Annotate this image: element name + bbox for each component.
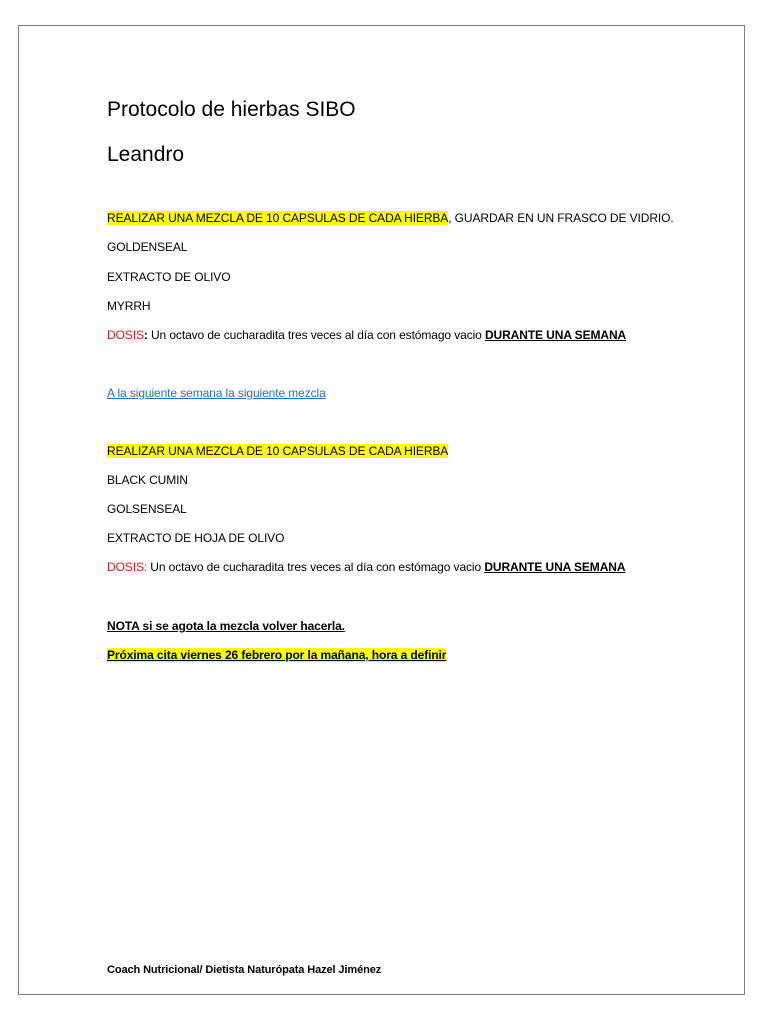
instruction-highlight-1: REALIZAR UNA MEZCLA DE 10 CAPSULAS DE CADA HIERBA bbox=[107, 211, 449, 225]
dose-line-1 bbox=[107, 327, 626, 343]
herb-olive-leaf-extract: EXTRACTO DE HOJA DE OLIVO bbox=[107, 531, 285, 545]
dose-duration-2: DURANTE UNA SEMANA bbox=[484, 560, 626, 574]
dose-colon-1: : bbox=[143, 328, 148, 342]
dose-line-2 bbox=[107, 559, 625, 575]
footer-signature: Coach Nutricional/ Dietista Naturópata Hazel Jiménez bbox=[107, 964, 382, 976]
document-title: Protocolo de hierbas SIBO bbox=[107, 98, 356, 121]
next-week-link[interactable]: A la siguiente semana la siguiente mezcla bbox=[107, 386, 326, 400]
herb-golsenseal: GOLSENSEAL bbox=[107, 502, 187, 516]
next-appointment: Próxima cita viernes 26 febrero por la mañana, hora a definir bbox=[107, 648, 447, 662]
instruction-highlight-2: REALIZAR UNA MEZCLA DE 10 CAPSULAS DE CADA HIERBA bbox=[107, 444, 449, 458]
dose-text-2: Un octavo de cucharadita tres veces al día con estómago vacio bbox=[147, 560, 485, 574]
instruction-line-2 bbox=[107, 443, 448, 459]
instruction-line-1 bbox=[107, 210, 674, 226]
appointment-line bbox=[107, 647, 446, 663]
document-page bbox=[18, 25, 745, 995]
instruction-rest-1: , GUARDAR EN UN FRASCO DE VIDRIO. bbox=[448, 211, 674, 225]
dose-label-2: DOSIS: bbox=[107, 560, 148, 574]
dose-text-1: Un octavo de cucharadita tres veces al día con estómago vacio bbox=[147, 328, 485, 342]
herb-olive-extract: EXTRACTO DE OLIVO bbox=[107, 270, 231, 284]
herb-black-cumin: BLACK CUMIN bbox=[107, 473, 188, 487]
herb-myrrh: MYRRH bbox=[107, 299, 151, 313]
dose-duration-1: DURANTE UNA SEMANA bbox=[484, 328, 627, 342]
patient-name: Leandro bbox=[107, 143, 185, 166]
herb-goldenseal: GOLDENSEAL bbox=[107, 240, 188, 254]
dose-label-1: DOSIS bbox=[107, 328, 144, 342]
note-line: NOTA si se agota la mezcla volver hacerla. bbox=[107, 619, 345, 633]
